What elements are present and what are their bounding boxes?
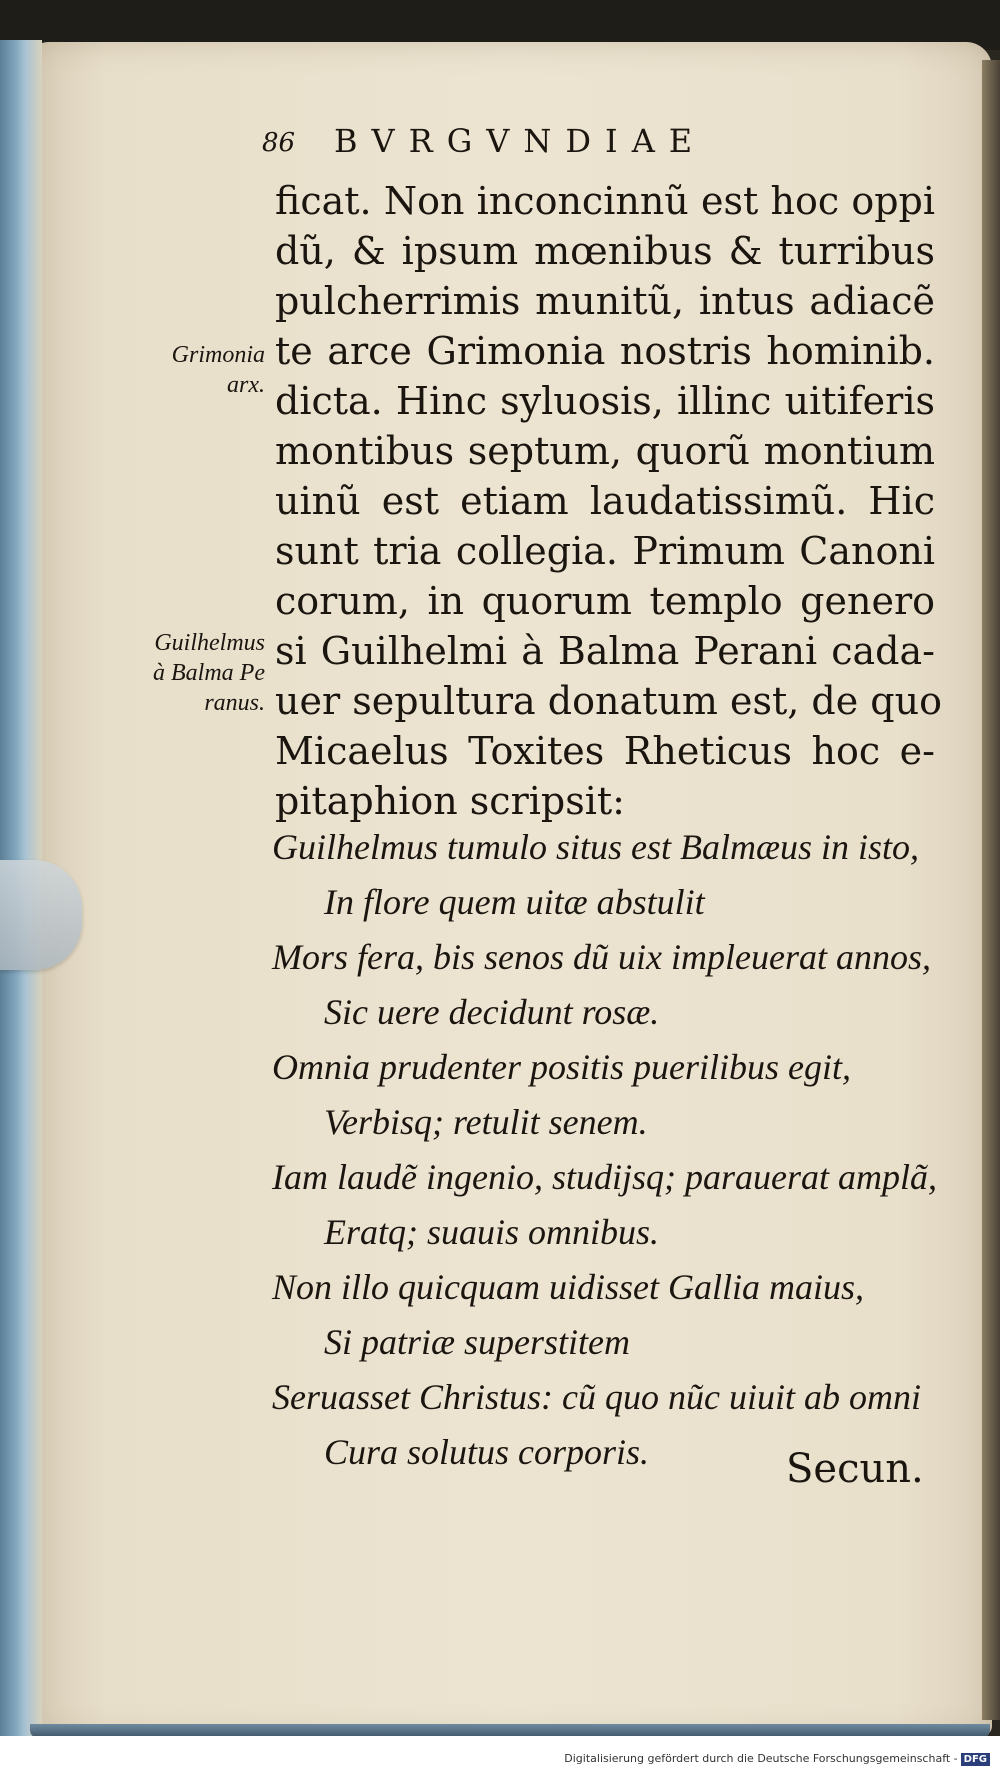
body-line: montibus septum, quorũ montium bbox=[275, 429, 935, 473]
body-line: uinũ est etiam laudatissimũ. Hic bbox=[275, 479, 935, 523]
marginal-note-line: ranus. bbox=[204, 690, 265, 716]
verse-line: Mors fera, bis senos dũ uix impleuerat annos, bbox=[272, 937, 931, 977]
verse-line: Non illo quicquam uidisset Gallia maius, bbox=[272, 1267, 865, 1307]
verse-line: Sic uere decidunt rosæ. bbox=[324, 992, 660, 1032]
body-line: corum, in quorum templo genero bbox=[275, 579, 935, 623]
marginal-note-guilhelmus bbox=[100, 628, 265, 718]
dfg-logo: DFG bbox=[961, 1753, 990, 1766]
verse-line: Seruasset Christus: cũ quo nũc uiuit ab omni bbox=[272, 1377, 921, 1417]
body-line: si Guilhelmi à Balma Perani cada- bbox=[275, 629, 935, 673]
footer-text: Digitalisierung gefördert durch die Deutsche Forschungsgemeinschaft - bbox=[564, 1752, 958, 1765]
page-clip bbox=[0, 860, 82, 970]
verse-line: Iam laudẽ ingenio, studijsq; parauerat amplã, bbox=[272, 1157, 937, 1197]
digitization-footer bbox=[540, 1752, 990, 1772]
body-line: te arce Grimonia nostris hominib. bbox=[275, 329, 935, 373]
verse-line: Si patriæ superstitem bbox=[324, 1322, 631, 1362]
marginal-note-line: Guilhelmus bbox=[154, 630, 265, 656]
verse-line: In flore quem uitæ abstulit bbox=[324, 882, 705, 922]
body-line: pitaphion scripsit: bbox=[275, 779, 625, 823]
marginal-note-grimonia bbox=[100, 340, 265, 400]
marginal-note-line: à Balma Pe bbox=[153, 660, 265, 686]
verse-line: Eratq; suauis omnibus. bbox=[324, 1212, 660, 1252]
verse-line: Omnia prudenter positis puerilibus egit, bbox=[272, 1047, 851, 1087]
epitaph-verse bbox=[272, 820, 942, 1480]
verse-line: Verbisq; retulit senem. bbox=[324, 1102, 648, 1142]
body-line: ficat. Non inconcinnũ est hoc oppi bbox=[275, 179, 935, 223]
running-title: BVRGVNDIAE bbox=[334, 122, 707, 160]
body-line: pulcherrimis munitũ, intus adiacẽ bbox=[275, 279, 935, 323]
verse-line: Guilhelmus tumulo situs est Balmæus in isto, bbox=[272, 827, 920, 867]
page-header bbox=[262, 122, 882, 168]
body-line: sunt tria collegia. Primum Canoni bbox=[275, 529, 935, 573]
body-line: dicta. Hinc syluosis, illinc uitiferis bbox=[275, 379, 935, 423]
body-paragraph bbox=[275, 176, 942, 826]
body-line: uer sepultura donatum est, de quo bbox=[275, 679, 942, 723]
page-fore-edge bbox=[982, 60, 1000, 1720]
verse-line: Cura solutus corporis. bbox=[324, 1432, 650, 1472]
page-number: 86 bbox=[262, 128, 296, 158]
catchword: Secun. bbox=[786, 1446, 924, 1492]
marginal-note-line: Grimonia bbox=[171, 342, 265, 368]
marginal-note-line: arx. bbox=[227, 372, 265, 398]
body-line: dũ, & ipsum mœnibus & turribus bbox=[275, 229, 935, 273]
body-line: Micaelus Toxites Rheticus hoc e- bbox=[275, 729, 935, 773]
